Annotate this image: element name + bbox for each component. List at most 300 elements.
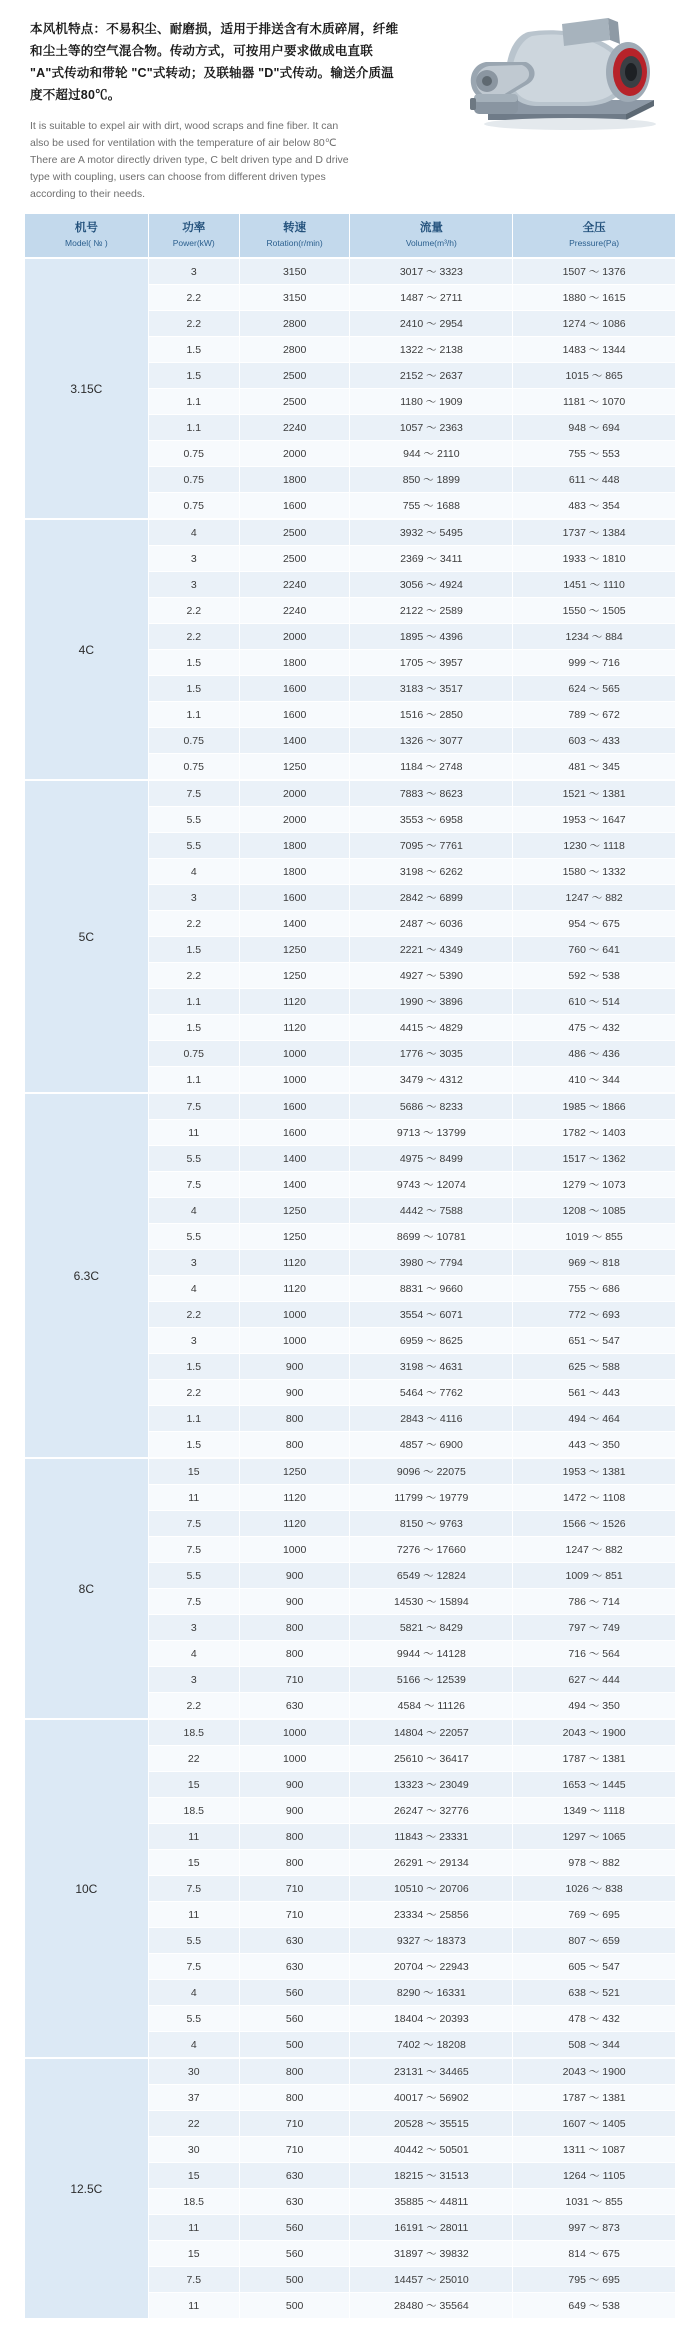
intro-section	[0, 0, 700, 213]
volume-cell: 3183 ～ 3517	[350, 676, 513, 702]
pressure-cell: 638 ～ 521	[513, 1980, 676, 2006]
rotation-cell: 2000	[239, 624, 350, 650]
volume-cell: 1322 ～ 2138	[350, 337, 513, 363]
volume-cell: 2369 ～ 3411	[350, 546, 513, 572]
volume-cell: 1487 ～ 2711	[350, 285, 513, 311]
pressure-cell: 814 ～ 675	[513, 2241, 676, 2267]
pressure-cell: 410 ～ 344	[513, 1067, 676, 1094]
power-cell: 7.5	[148, 2267, 239, 2293]
volume-cell: 1516 ～ 2850	[350, 702, 513, 728]
pressure-cell: 1953 ～ 1381	[513, 1458, 676, 1485]
volume-cell: 14530 ～ 15894	[350, 1589, 513, 1615]
power-cell: 0.75	[148, 728, 239, 754]
power-cell: 11	[148, 1120, 239, 1146]
pressure-cell: 1521 ～ 1381	[513, 780, 676, 807]
volume-cell: 4442 ～ 7588	[350, 1198, 513, 1224]
pressure-cell: 969 ～ 818	[513, 1250, 676, 1276]
column-header-model-en: Model( № )	[65, 238, 108, 248]
rotation-cell: 710	[239, 2111, 350, 2137]
pressure-cell: 786 ～ 714	[513, 1589, 676, 1615]
column-header-power	[148, 214, 239, 259]
rotation-cell: 2240	[239, 572, 350, 598]
power-cell: 7.5	[148, 1172, 239, 1198]
volume-cell: 26291 ～ 29134	[350, 1850, 513, 1876]
pressure-cell: 1031 ～ 855	[513, 2189, 676, 2215]
power-cell: 11	[148, 1824, 239, 1850]
power-cell: 22	[148, 2111, 239, 2137]
volume-cell: 6959 ～ 8625	[350, 1328, 513, 1354]
power-cell: 18.5	[148, 1798, 239, 1824]
pressure-cell: 494 ～ 350	[513, 1693, 676, 1720]
volume-cell: 1057 ～ 2363	[350, 415, 513, 441]
volume-cell: 9327 ～ 18373	[350, 1928, 513, 1954]
power-cell: 7.5	[148, 1954, 239, 1980]
volume-cell: 2843 ～ 4116	[350, 1406, 513, 1432]
rotation-cell: 710	[239, 1876, 350, 1902]
pressure-cell: 1247 ～ 882	[513, 1537, 676, 1563]
column-header-power-cn: 功率	[182, 222, 206, 234]
pressure-cell: 997 ～ 873	[513, 2215, 676, 2241]
volume-cell: 1990 ～ 3896	[350, 989, 513, 1015]
volume-cell: 8699 ～ 10781	[350, 1224, 513, 1250]
pressure-cell: 716 ～ 564	[513, 1641, 676, 1667]
rotation-cell: 500	[239, 2032, 350, 2059]
column-header-pressure-en: Pressure(Pa)	[569, 238, 620, 248]
column-header-rotation	[239, 214, 350, 259]
rotation-cell: 630	[239, 2163, 350, 2189]
power-cell: 4	[148, 519, 239, 546]
rotation-cell: 630	[239, 2189, 350, 2215]
volume-cell: 26247 ～ 32776	[350, 1798, 513, 1824]
rotation-cell: 2000	[239, 441, 350, 467]
volume-cell: 8831 ～ 9660	[350, 1276, 513, 1302]
volume-cell: 20704 ～ 22943	[350, 1954, 513, 1980]
column-header-volume-en: Volume(m³/h)	[405, 238, 457, 248]
power-cell: 7.5	[148, 780, 239, 807]
volume-cell: 1895 ～ 4396	[350, 624, 513, 650]
column-header-rotation-en: Rotation(r/min)	[266, 238, 323, 248]
rotation-cell: 800	[239, 2085, 350, 2111]
pressure-cell: 1787 ～ 1381	[513, 2085, 676, 2111]
power-cell: 2.2	[148, 311, 239, 337]
volume-cell: 2410 ～ 2954	[350, 311, 513, 337]
volume-cell: 8150 ～ 9763	[350, 1511, 513, 1537]
pressure-cell: 1782 ～ 1403	[513, 1120, 676, 1146]
rotation-cell: 1800	[239, 859, 350, 885]
power-cell: 1.5	[148, 1354, 239, 1380]
table-row	[25, 1093, 676, 1120]
rotation-cell: 800	[239, 1615, 350, 1641]
power-cell: 2.2	[148, 1380, 239, 1406]
model-cell: 5C	[25, 780, 149, 1093]
volume-cell: 23131 ～ 34465	[350, 2058, 513, 2085]
rotation-cell: 1000	[239, 1302, 350, 1328]
rotation-cell: 1120	[239, 1485, 350, 1511]
rotation-cell: 1120	[239, 1511, 350, 1537]
power-cell: 2.2	[148, 963, 239, 989]
volume-cell: 10510 ～ 20706	[350, 1876, 513, 1902]
column-header-rotation-cn: 转速	[283, 222, 307, 234]
pressure-cell: 1279 ～ 1073	[513, 1172, 676, 1198]
rotation-cell: 2240	[239, 598, 350, 624]
pressure-cell: 1953 ～ 1647	[513, 807, 676, 833]
power-cell: 2.2	[148, 1693, 239, 1720]
rotation-cell: 1600	[239, 702, 350, 728]
power-cell: 3	[148, 1328, 239, 1354]
rotation-cell: 1000	[239, 1067, 350, 1094]
pressure-cell: 1787 ～ 1381	[513, 1746, 676, 1772]
column-header-volume	[350, 214, 513, 259]
power-cell: 1.5	[148, 1015, 239, 1041]
power-cell: 1.1	[148, 1067, 239, 1094]
power-cell: 18.5	[148, 1719, 239, 1746]
centrifugal-fan-photo	[458, 10, 688, 135]
rotation-cell: 1800	[239, 833, 350, 859]
pressure-cell: 769 ～ 695	[513, 1902, 676, 1928]
pressure-cell: 1015 ～ 865	[513, 363, 676, 389]
pressure-cell: 755 ～ 553	[513, 441, 676, 467]
volume-cell: 755 ～ 1688	[350, 493, 513, 520]
rotation-cell: 2800	[239, 311, 350, 337]
pressure-cell: 1517 ～ 1362	[513, 1146, 676, 1172]
pressure-cell: 760 ～ 641	[513, 937, 676, 963]
volume-cell: 11799 ～ 19779	[350, 1485, 513, 1511]
pressure-cell: 443 ～ 350	[513, 1432, 676, 1459]
power-cell: 11	[148, 2215, 239, 2241]
power-cell: 5.5	[148, 807, 239, 833]
rotation-cell: 630	[239, 1693, 350, 1720]
rotation-cell: 1600	[239, 1120, 350, 1146]
rotation-cell: 2000	[239, 807, 350, 833]
power-cell: 4	[148, 859, 239, 885]
rotation-cell: 1250	[239, 1224, 350, 1250]
power-cell: 3	[148, 1250, 239, 1276]
pressure-cell: 1349 ～ 1118	[513, 1798, 676, 1824]
rotation-cell: 1800	[239, 650, 350, 676]
rotation-cell: 900	[239, 1798, 350, 1824]
volume-cell: 35885 ～ 44811	[350, 2189, 513, 2215]
model-cell: 10C	[25, 1719, 149, 2058]
pressure-cell: 1507 ～ 1376	[513, 258, 676, 285]
rotation-cell: 1400	[239, 911, 350, 937]
pressure-cell: 1880 ～ 1615	[513, 285, 676, 311]
power-cell: 3	[148, 572, 239, 598]
model-cell: 3.15C	[25, 258, 149, 519]
volume-cell: 2842 ～ 6899	[350, 885, 513, 911]
volume-cell: 3198 ～ 4631	[350, 1354, 513, 1380]
pressure-cell: 1264 ～ 1105	[513, 2163, 676, 2189]
pressure-cell: 797 ～ 749	[513, 1615, 676, 1641]
rotation-cell: 1400	[239, 1172, 350, 1198]
power-cell: 5.5	[148, 1224, 239, 1250]
column-header-pressure-cn: 全压	[582, 222, 606, 234]
rotation-cell: 1000	[239, 1537, 350, 1563]
volume-cell: 9713 ～ 13799	[350, 1120, 513, 1146]
pressure-cell: 1985 ～ 1866	[513, 1093, 676, 1120]
power-cell: 0.75	[148, 754, 239, 781]
pressure-cell: 1933 ～ 1810	[513, 546, 676, 572]
power-cell: 3	[148, 258, 239, 285]
table-row	[25, 1458, 676, 1485]
power-cell: 0.75	[148, 493, 239, 520]
pressure-cell: 494 ～ 464	[513, 1406, 676, 1432]
pressure-cell: 649 ～ 538	[513, 2293, 676, 2319]
column-header-power-en: Power(kW)	[172, 238, 215, 248]
pressure-cell: 624 ～ 565	[513, 676, 676, 702]
power-cell: 4	[148, 2032, 239, 2059]
model-cell: 4C	[25, 519, 149, 780]
power-cell: 3	[148, 546, 239, 572]
pressure-cell: 1607 ～ 1405	[513, 2111, 676, 2137]
rotation-cell: 900	[239, 1354, 350, 1380]
rotation-cell: 710	[239, 1667, 350, 1693]
volume-cell: 1184 ～ 2748	[350, 754, 513, 781]
volume-cell: 13323 ～ 23049	[350, 1772, 513, 1798]
rotation-cell: 560	[239, 2215, 350, 2241]
pressure-cell: 789 ～ 672	[513, 702, 676, 728]
pressure-cell: 1311 ～ 1087	[513, 2137, 676, 2163]
power-cell: 4	[148, 1276, 239, 1302]
pressure-cell: 625 ～ 588	[513, 1354, 676, 1380]
rotation-cell: 1250	[239, 1198, 350, 1224]
power-cell: 2.2	[148, 598, 239, 624]
power-cell: 7.5	[148, 1589, 239, 1615]
volume-cell: 4927 ～ 5390	[350, 963, 513, 989]
power-cell: 1.1	[148, 415, 239, 441]
volume-cell: 3056 ～ 4924	[350, 572, 513, 598]
volume-cell: 3980 ～ 7794	[350, 1250, 513, 1276]
power-cell: 1.5	[148, 337, 239, 363]
volume-cell: 8290 ～ 16331	[350, 1980, 513, 2006]
pressure-cell: 2043 ～ 1900	[513, 2058, 676, 2085]
table-body	[25, 258, 676, 2319]
pressure-cell: 1019 ～ 855	[513, 1224, 676, 1250]
volume-cell: 11843 ～ 23331	[350, 1824, 513, 1850]
rotation-cell: 2000	[239, 780, 350, 807]
pressure-cell: 651 ～ 547	[513, 1328, 676, 1354]
pressure-cell: 1580 ～ 1332	[513, 859, 676, 885]
pressure-cell: 475 ～ 432	[513, 1015, 676, 1041]
volume-cell: 18215 ～ 31513	[350, 2163, 513, 2189]
pressure-cell: 1483 ～ 1344	[513, 337, 676, 363]
rotation-cell: 800	[239, 1850, 350, 1876]
rotation-cell: 1000	[239, 1328, 350, 1354]
volume-cell: 5686 ～ 8233	[350, 1093, 513, 1120]
volume-cell: 6549 ～ 12824	[350, 1563, 513, 1589]
power-cell: 7.5	[148, 1537, 239, 1563]
volume-cell: 40442 ～ 50501	[350, 2137, 513, 2163]
rotation-cell: 1120	[239, 1276, 350, 1302]
rotation-cell: 1250	[239, 937, 350, 963]
rotation-cell: 800	[239, 1406, 350, 1432]
pressure-cell: 592 ～ 538	[513, 963, 676, 989]
power-cell: 18.5	[148, 2189, 239, 2215]
volume-cell: 2221 ～ 4349	[350, 937, 513, 963]
rotation-cell: 1000	[239, 1719, 350, 1746]
table-row	[25, 780, 676, 807]
pressure-cell: 508 ～ 344	[513, 2032, 676, 2059]
power-cell: 3	[148, 1667, 239, 1693]
volume-cell: 14457 ～ 25010	[350, 2267, 513, 2293]
power-cell: 15	[148, 2241, 239, 2267]
pressure-cell: 1026 ～ 838	[513, 1876, 676, 1902]
volume-cell: 9743 ～ 12074	[350, 1172, 513, 1198]
pressure-cell: 1472 ～ 1108	[513, 1485, 676, 1511]
table-row	[25, 519, 676, 546]
volume-cell: 1180 ～ 1909	[350, 389, 513, 415]
pressure-cell: 603 ～ 433	[513, 728, 676, 754]
power-cell: 1.1	[148, 389, 239, 415]
pressure-cell: 1208 ～ 1085	[513, 1198, 676, 1224]
rotation-cell: 1400	[239, 1146, 350, 1172]
volume-cell: 4415 ～ 4829	[350, 1015, 513, 1041]
intro-text-english: It is suitable to expel air with dirt, wood scraps and fine fiber. It can also be used for ventilation with the temperature of air below 80℃ There are A motor directly driven type, C belt driven type and D drive type with coupling, users can choose from different driven types according to their needs.	[30, 120, 349, 200]
volume-cell: 14804 ～ 22057	[350, 1719, 513, 1746]
volume-cell: 1776 ～ 3035	[350, 1041, 513, 1067]
rotation-cell: 2500	[239, 546, 350, 572]
rotation-cell: 1800	[239, 467, 350, 493]
pressure-cell: 1737 ～ 1384	[513, 519, 676, 546]
power-cell: 11	[148, 1902, 239, 1928]
volume-cell: 3932 ～ 5495	[350, 519, 513, 546]
pressure-cell: 755 ～ 686	[513, 1276, 676, 1302]
power-cell: 4	[148, 1198, 239, 1224]
volume-cell: 944 ～ 2110	[350, 441, 513, 467]
pressure-cell: 610 ～ 514	[513, 989, 676, 1015]
volume-cell: 3554 ～ 6071	[350, 1302, 513, 1328]
pressure-cell: 948 ～ 694	[513, 415, 676, 441]
power-cell: 3	[148, 1615, 239, 1641]
rotation-cell: 500	[239, 2293, 350, 2319]
pressure-cell: 1566 ～ 1526	[513, 1511, 676, 1537]
pressure-cell: 1181 ～ 1070	[513, 389, 676, 415]
volume-cell: 3017 ～ 3323	[350, 258, 513, 285]
rotation-cell: 560	[239, 1980, 350, 2006]
pressure-cell: 627 ～ 444	[513, 1667, 676, 1693]
power-cell: 1.1	[148, 702, 239, 728]
volume-cell: 9096 ～ 22075	[350, 1458, 513, 1485]
intro-text-chinese: 本风机特点：不易积尘、耐磨损，适用于排送含有木质碎屑，纤维和尘土等的空气混合物。传动方式，可按用户要求做成电直联 "A"式传动和带轮 "C"式转动；及联轴器 "D"式传动。输送介质温度不超过80℃。	[30, 22, 399, 102]
power-cell: 1.5	[148, 650, 239, 676]
model-cell: 6.3C	[25, 1093, 149, 1458]
column-header-volume-cn: 流量	[419, 222, 443, 234]
volume-cell: 2122 ～ 2589	[350, 598, 513, 624]
power-cell: 4	[148, 1980, 239, 2006]
volume-cell: 20528 ～ 35515	[350, 2111, 513, 2137]
rotation-cell: 500	[239, 2267, 350, 2293]
power-cell: 1.5	[148, 937, 239, 963]
volume-cell: 3553 ～ 6958	[350, 807, 513, 833]
power-cell: 1.5	[148, 363, 239, 389]
volume-cell: 3198 ～ 6262	[350, 859, 513, 885]
pressure-cell: 1247 ～ 882	[513, 885, 676, 911]
rotation-cell: 1250	[239, 963, 350, 989]
model-cell: 12.5C	[25, 2058, 149, 2319]
pressure-cell: 1451 ～ 1110	[513, 572, 676, 598]
pressure-cell: 2043 ～ 1900	[513, 1719, 676, 1746]
power-cell: 1.5	[148, 676, 239, 702]
volume-cell: 5166 ～ 12539	[350, 1667, 513, 1693]
pressure-cell: 1234 ～ 884	[513, 624, 676, 650]
power-cell: 5.5	[148, 1146, 239, 1172]
pressure-cell: 999 ～ 716	[513, 650, 676, 676]
power-cell: 30	[148, 2137, 239, 2163]
rotation-cell: 1400	[239, 728, 350, 754]
rotation-cell: 2240	[239, 415, 350, 441]
volume-cell: 9944 ～ 14128	[350, 1641, 513, 1667]
table-header	[25, 214, 676, 259]
pressure-cell: 807 ～ 659	[513, 1928, 676, 1954]
volume-cell: 4975 ～ 8499	[350, 1146, 513, 1172]
volume-cell: 1326 ～ 3077	[350, 728, 513, 754]
pressure-cell: 481 ～ 345	[513, 754, 676, 781]
power-cell: 2.2	[148, 1302, 239, 1328]
volume-cell: 5464 ～ 7762	[350, 1380, 513, 1406]
rotation-cell: 900	[239, 1589, 350, 1615]
rotation-cell: 2800	[239, 337, 350, 363]
specification-table	[24, 213, 676, 2319]
table-row	[25, 258, 676, 285]
column-header-model	[25, 214, 149, 259]
rotation-cell: 3150	[239, 285, 350, 311]
specification-table-wrap	[0, 213, 700, 2339]
power-cell: 30	[148, 2058, 239, 2085]
pressure-cell: 795 ～ 695	[513, 2267, 676, 2293]
rotation-cell: 1120	[239, 1250, 350, 1276]
power-cell: 2.2	[148, 285, 239, 311]
power-cell: 15	[148, 1458, 239, 1485]
volume-cell: 7883 ～ 8623	[350, 780, 513, 807]
pressure-cell: 611 ～ 448	[513, 467, 676, 493]
volume-cell: 4584 ～ 11126	[350, 1693, 513, 1720]
power-cell: 15	[148, 1850, 239, 1876]
power-cell: 3	[148, 885, 239, 911]
volume-cell: 7095 ～ 7761	[350, 833, 513, 859]
power-cell: 1.5	[148, 1432, 239, 1459]
power-cell: 15	[148, 1772, 239, 1798]
rotation-cell: 3150	[239, 258, 350, 285]
volume-cell: 31897 ～ 39832	[350, 2241, 513, 2267]
power-cell: 7.5	[148, 1093, 239, 1120]
volume-cell: 23334 ～ 25856	[350, 1902, 513, 1928]
volume-cell: 5821 ～ 8429	[350, 1615, 513, 1641]
pressure-cell: 978 ～ 882	[513, 1850, 676, 1876]
volume-cell: 850 ～ 1899	[350, 467, 513, 493]
pressure-cell: 772 ～ 693	[513, 1302, 676, 1328]
power-cell: 4	[148, 1641, 239, 1667]
pressure-cell: 1274 ～ 1086	[513, 311, 676, 337]
model-cell: 8C	[25, 1458, 149, 1719]
power-cell: 0.75	[148, 467, 239, 493]
pressure-cell: 1230 ～ 1118	[513, 833, 676, 859]
rotation-cell: 710	[239, 1902, 350, 1928]
power-cell: 11	[148, 1485, 239, 1511]
volume-cell: 16191 ～ 28011	[350, 2215, 513, 2241]
power-cell: 0.75	[148, 1041, 239, 1067]
rotation-cell: 560	[239, 2241, 350, 2267]
rotation-cell: 560	[239, 2006, 350, 2032]
power-cell: 22	[148, 1746, 239, 1772]
power-cell: 11	[148, 2293, 239, 2319]
pressure-cell: 1297 ～ 1065	[513, 1824, 676, 1850]
column-header-pressure	[513, 214, 676, 259]
column-header-model-cn: 机号	[74, 222, 98, 234]
rotation-cell: 2500	[239, 519, 350, 546]
power-cell: 5.5	[148, 2006, 239, 2032]
volume-cell: 3479 ～ 4312	[350, 1067, 513, 1094]
pressure-cell: 954 ～ 675	[513, 911, 676, 937]
power-cell: 7.5	[148, 1511, 239, 1537]
